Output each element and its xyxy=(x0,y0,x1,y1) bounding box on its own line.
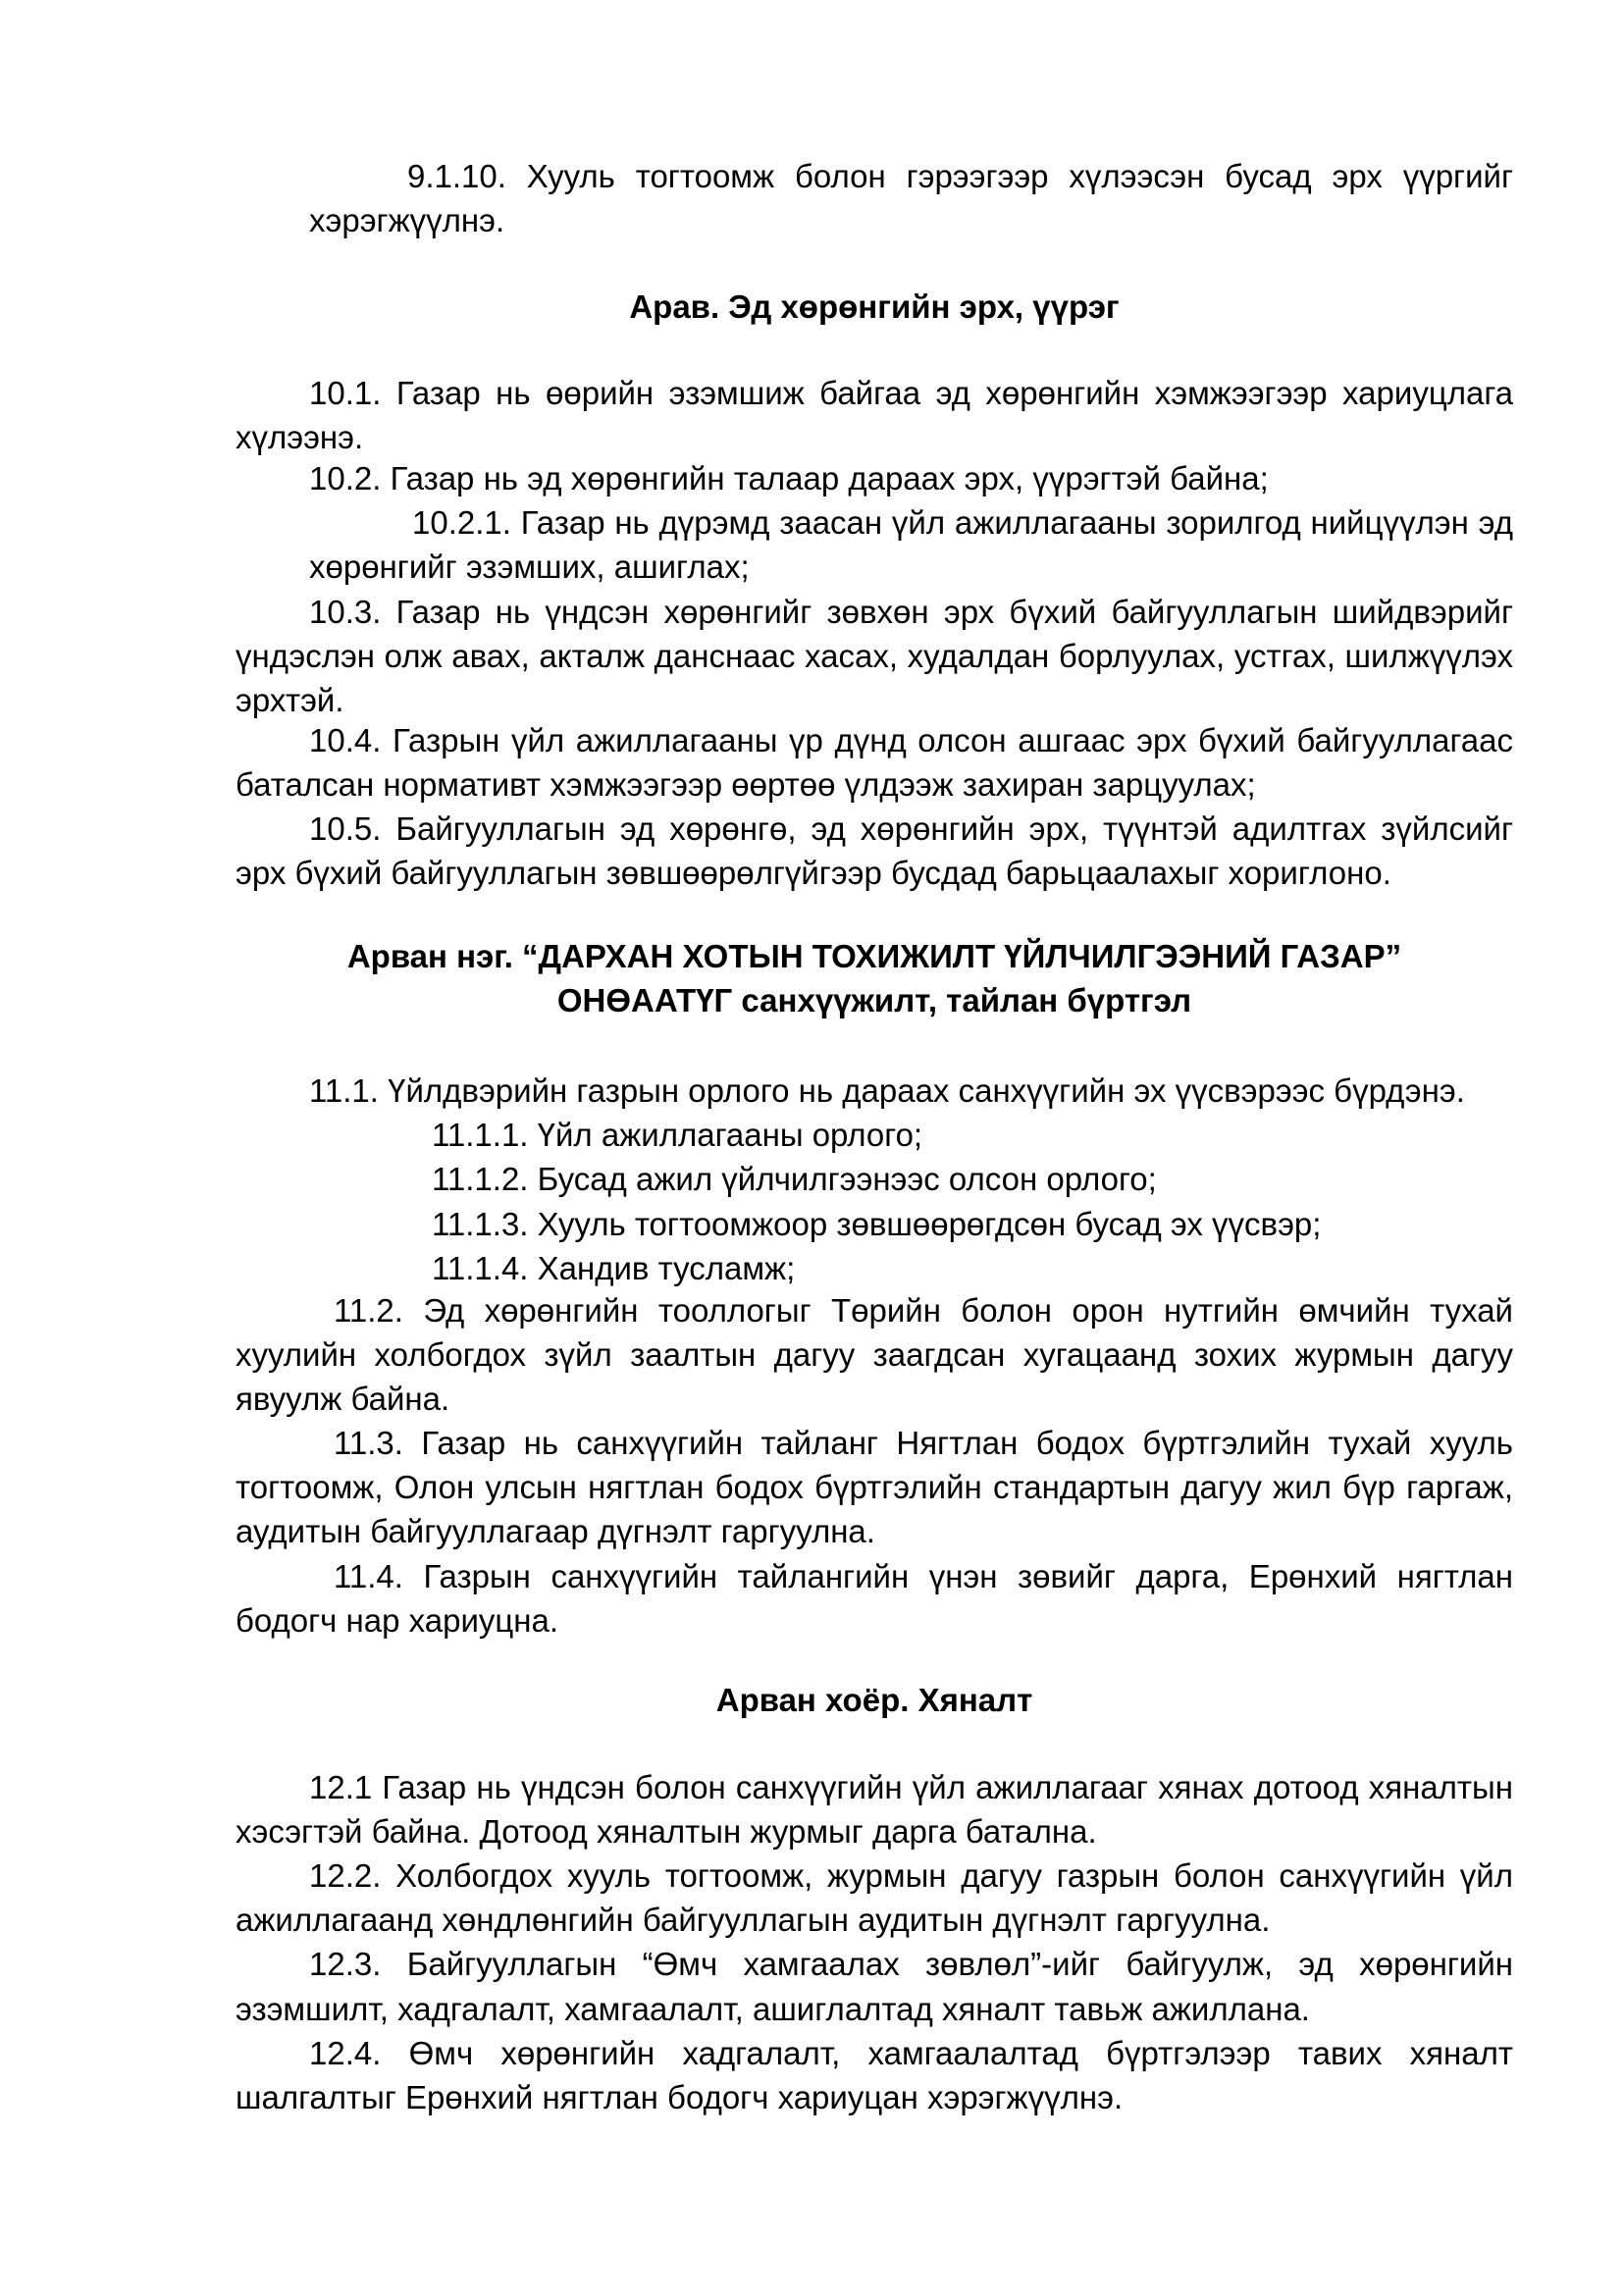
text-line: эрх бүхий байгууллагын зөвшөөрөлгүйгээр бусдад барьцаалахыг хориглоно. xyxy=(236,855,1391,891)
text-line: 10.2. Газар нь эд хөрөнгийн талаар дараах эрх, үүрэгтэй байна; xyxy=(309,460,1269,496)
text-line: хөрөнгийг эзэмших, ашиглах; xyxy=(309,548,750,585)
text-line: 12.2. Холбогдох хууль тогтоомж, журмын дагуу газрын болон санхүүгийн үйл xyxy=(309,1857,1513,1894)
text-line: 11.2. Эд хөрөнгийн тооллогыг Төрийн болон орон нутгийн өмчийн тухай xyxy=(334,1292,1513,1329)
text-line: 10.5. Байгууллагын эд хөрөнгө, эд хөрөнгийн эрх, түүнтэй адилтгах зүйлсийг xyxy=(309,810,1513,847)
section-heading: Арав. Эд хөрөнгийн эрх, үүрэг xyxy=(629,288,1120,325)
section-heading: ОНӨААТҮГ санхүүжилт, тайлан бүртгэл xyxy=(556,982,1192,1018)
text-line: 12.4. Өмч хөрөнгийн хадгалалт, хамгаалалтад бүртгэлээр тавих хяналт xyxy=(309,2035,1513,2071)
section-heading: Арван хоёр. Хяналт xyxy=(715,1682,1033,1718)
text-line: 11.1.1. Үйл ажиллагааны орлого; xyxy=(432,1117,923,1153)
text-line: 11.1.4. Хандив тусламж; xyxy=(432,1250,796,1286)
text-line: 10.4. Газрын үйл ажиллагааны үр дүнд олсон ашгаас эрх бүхий байгууллагаас xyxy=(309,722,1513,758)
section-heading: Арван нэг. “ДАРХАН ХОТЫН ТОХИЖИЛТ ҮЙЛЧИЛГЭЭНИЙ ГАЗАР” xyxy=(346,938,1402,974)
text-line: шалгалтыг Ерөнхий нягтлан бодогч хариуцан хэрэгжүүлнэ. xyxy=(236,2079,1124,2115)
text-line: 10.2.1. Газар нь дүрэмд заасан үйл ажиллагааны зорилгод нийцүүлэн эд xyxy=(412,504,1513,541)
text-line: баталсан нормативт хэмжээгээр өөртөө үлдээж захиран зарцуулах; xyxy=(236,766,1256,803)
text-line: хүлээнэ. xyxy=(236,419,364,455)
text-line: 11.4. Газрын санхүүгийн тайлангийн үнэн зөвийг дарга, Ерөнхий нягтлан xyxy=(334,1558,1513,1594)
text-line: тогтоомж, Олон улсын нягтлан бодох бүртгэлийн стандартын дагуу жил бүр гаргаж, xyxy=(236,1469,1513,1505)
text-line: хэсэгтэй байна. Дотоод хяналтын журмыг дарга батална. xyxy=(236,1813,1097,1850)
text-line: явуулж байна. xyxy=(236,1381,450,1417)
text-line: 11.3. Газар нь санхүүгийн тайланг Нягтлан бодох бүртгэлийн тухай хууль xyxy=(334,1425,1513,1461)
text-line: үндэслэн олж авах, акталж данснаас хасах, худалдан борлуулах, устгах, шилжүүлэх xyxy=(236,638,1513,674)
text-line: 12.3. Байгууллагын “Өмч хамгаалах зөвлөл”-ийг байгуулж, эд хөрөнгийн xyxy=(309,1946,1513,1982)
text-line: хуулийн холбогдох зүйл заалтын дагуу заагдсан хугацаанд зохих журмын дагуу xyxy=(236,1336,1513,1373)
text-line: 10.3. Газар нь үндсэн хөрөнгийг зөвхөн эрх бүхий байгууллагын шийдвэрийг xyxy=(309,594,1513,630)
text-line: 10.1. Газар нь өөрийн эзэмшиж байгаа эд хөрөнгийн хэмжээгээр хариуцлага xyxy=(309,375,1513,411)
text-line: эзэмшилт, хадгалалт, хамгаалалт, ашиглалтад хяналт тавьж ажиллана. xyxy=(236,1991,1310,2027)
text-line: 11.1.3. Хууль тогтоомжоор зөвшөөрөгдсөн бусад эх үүсвэр; xyxy=(432,1206,1322,1242)
text-line: эрхтэй. xyxy=(236,682,344,718)
text-line: ажиллагаанд хөндлөнгийн байгууллагын аудитын дүгнэлт гаргуулна. xyxy=(236,1902,1271,1938)
text-line: аудитын байгууллагаар дүгнэлт гаргуулна. xyxy=(236,1513,875,1549)
text-line: бодогч нар хариуцна. xyxy=(236,1602,559,1639)
text-line: 12.1 Газар нь үндсэн болон санхүүгийн үйл ажиллагааг хянах дотоод хяналтын xyxy=(309,1769,1513,1805)
text-line: 11.1. Үйлдвэрийн газрын орлого нь дараах санхүүгийн эх үүсвэрээс бүрдэнэ. xyxy=(309,1072,1465,1109)
text-line: хэрэгжүүлнэ. xyxy=(309,202,505,238)
text-line: 9.1.10. Хууль тогтоомж болон гэрээгээр хүлээсэн бусад эрх үүргийг xyxy=(407,158,1513,194)
text-line: 11.1.2. Бусад ажил үйлчилгээнээс олсон орлого; xyxy=(432,1161,1157,1197)
